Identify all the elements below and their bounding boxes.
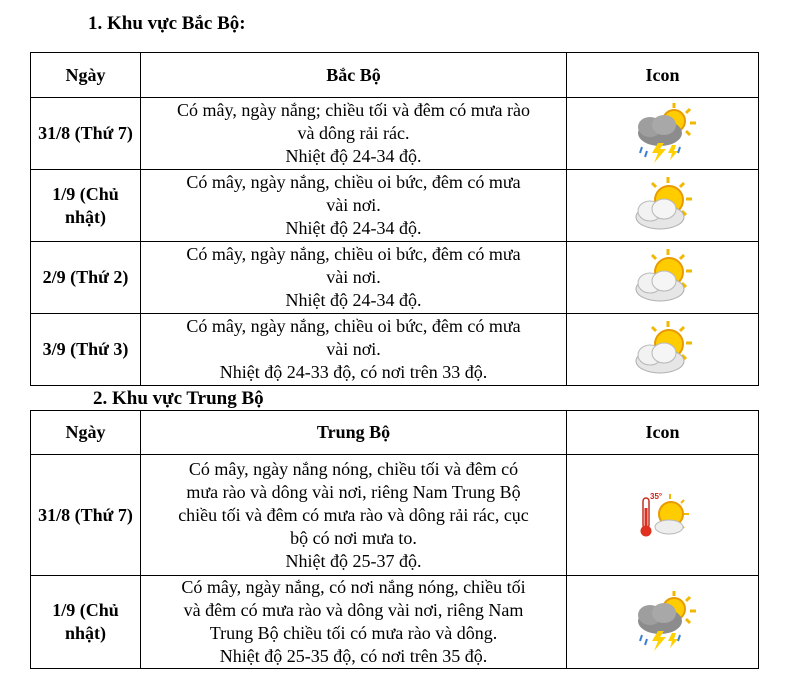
description-line: và dông rải rác. (297, 123, 410, 143)
thunderstorm-rain-icon (628, 103, 698, 165)
row-description (141, 98, 567, 170)
description-line: vài nơi. (326, 339, 381, 359)
description-line: và đêm có mưa rào và dông vài nơi, riêng Nam (183, 600, 524, 620)
table-row (31, 576, 759, 669)
description-line: Nhiệt độ 24-34 độ. (285, 290, 422, 310)
table-trung-bo (30, 410, 759, 669)
table-row (31, 242, 759, 314)
description-line: Có mây, ngày nắng, chiều oi bức, đêm có mưa (186, 244, 521, 264)
row-date: 1/9 (Chủ nhật) (31, 170, 141, 242)
thunderstorm-rain-icon (628, 591, 698, 653)
row-date: 2/9 (Thứ 2) (31, 242, 141, 314)
table-row (31, 98, 759, 170)
row-icon-cell (567, 314, 759, 386)
description-line: Nhiệt độ 24-34 độ. (285, 218, 422, 238)
partly-cloudy-sun-icon (628, 175, 698, 237)
row-description (141, 576, 567, 669)
description-line: vài nơi. (326, 195, 381, 215)
description-line: Có mây, ngày nắng; chiều tối và đêm có mưa rào (177, 100, 530, 120)
header-icon: Icon (567, 53, 759, 98)
description-line: Nhiệt độ 24-33 độ, có nơi trên 33 độ. (219, 362, 488, 382)
row-icon-cell (567, 170, 759, 242)
header-region: Trung Bộ (141, 411, 567, 455)
section-title-trung-bo: 2. Khu vực Trung Bộ (93, 388, 264, 409)
description-line: Nhiệt độ 24-34 độ. (285, 146, 422, 166)
description-line: chiều tối và đêm có mưa rào và dông rải rác, cục (178, 504, 529, 525)
icon-temperature-label: 35° (649, 492, 662, 501)
description-line: Có mây, ngày nắng, chiều oi bức, đêm có mưa (186, 316, 521, 336)
row-icon-cell (567, 576, 759, 669)
description-line: Có mây, ngày nắng, chiều oi bức, đêm có mưa (186, 172, 521, 192)
description-line: Nhiệt độ 25-37 độ. (285, 550, 422, 571)
table-header-row (31, 53, 759, 98)
row-description (141, 455, 567, 576)
header-date: Ngày (31, 53, 141, 98)
table-row (31, 314, 759, 386)
table-header-row (31, 411, 759, 455)
row-date: 31/8 (Thứ 7) (31, 98, 141, 170)
row-description (141, 242, 567, 314)
row-description (141, 170, 567, 242)
row-date: 1/9 (Chủ nhật) (31, 576, 141, 669)
description-line: Có mây, ngày nắng, có nơi nắng nóng, chiều tối (181, 577, 526, 597)
hot-thermometer-sun-icon (636, 490, 690, 540)
row-date: 3/9 (Thứ 3) (31, 314, 141, 386)
row-icon-cell (567, 98, 759, 170)
partly-cloudy-sun-icon (628, 247, 698, 309)
table-row (31, 455, 759, 576)
description-line: Nhiệt độ 25-35 độ, có nơi trên 35 độ. (219, 646, 488, 666)
row-icon-cell (567, 455, 759, 576)
header-date: Ngày (31, 411, 141, 455)
table-row (31, 170, 759, 242)
table-bac-bo (30, 52, 759, 386)
header-region: Bắc Bộ (141, 53, 567, 98)
description-line: Trung Bộ chiều tối có mưa rào và dông. (209, 623, 498, 643)
description-line: Có mây, ngày nắng nóng, chiều tối và đêm có (188, 458, 519, 479)
row-icon-cell (567, 242, 759, 314)
row-description (141, 314, 567, 386)
row-date: 31/8 (Thứ 7) (31, 455, 141, 576)
partly-cloudy-sun-icon (628, 319, 698, 381)
description-line: mưa rào và dông vài nơi, riêng Nam Trung Bộ (186, 481, 521, 502)
description-line: vài nơi. (326, 267, 381, 287)
description-line: bộ có nơi mưa to. (290, 527, 417, 548)
section-title-bac-bo: 1. Khu vực Bắc Bộ: (88, 13, 246, 34)
header-icon: Icon (567, 411, 759, 455)
